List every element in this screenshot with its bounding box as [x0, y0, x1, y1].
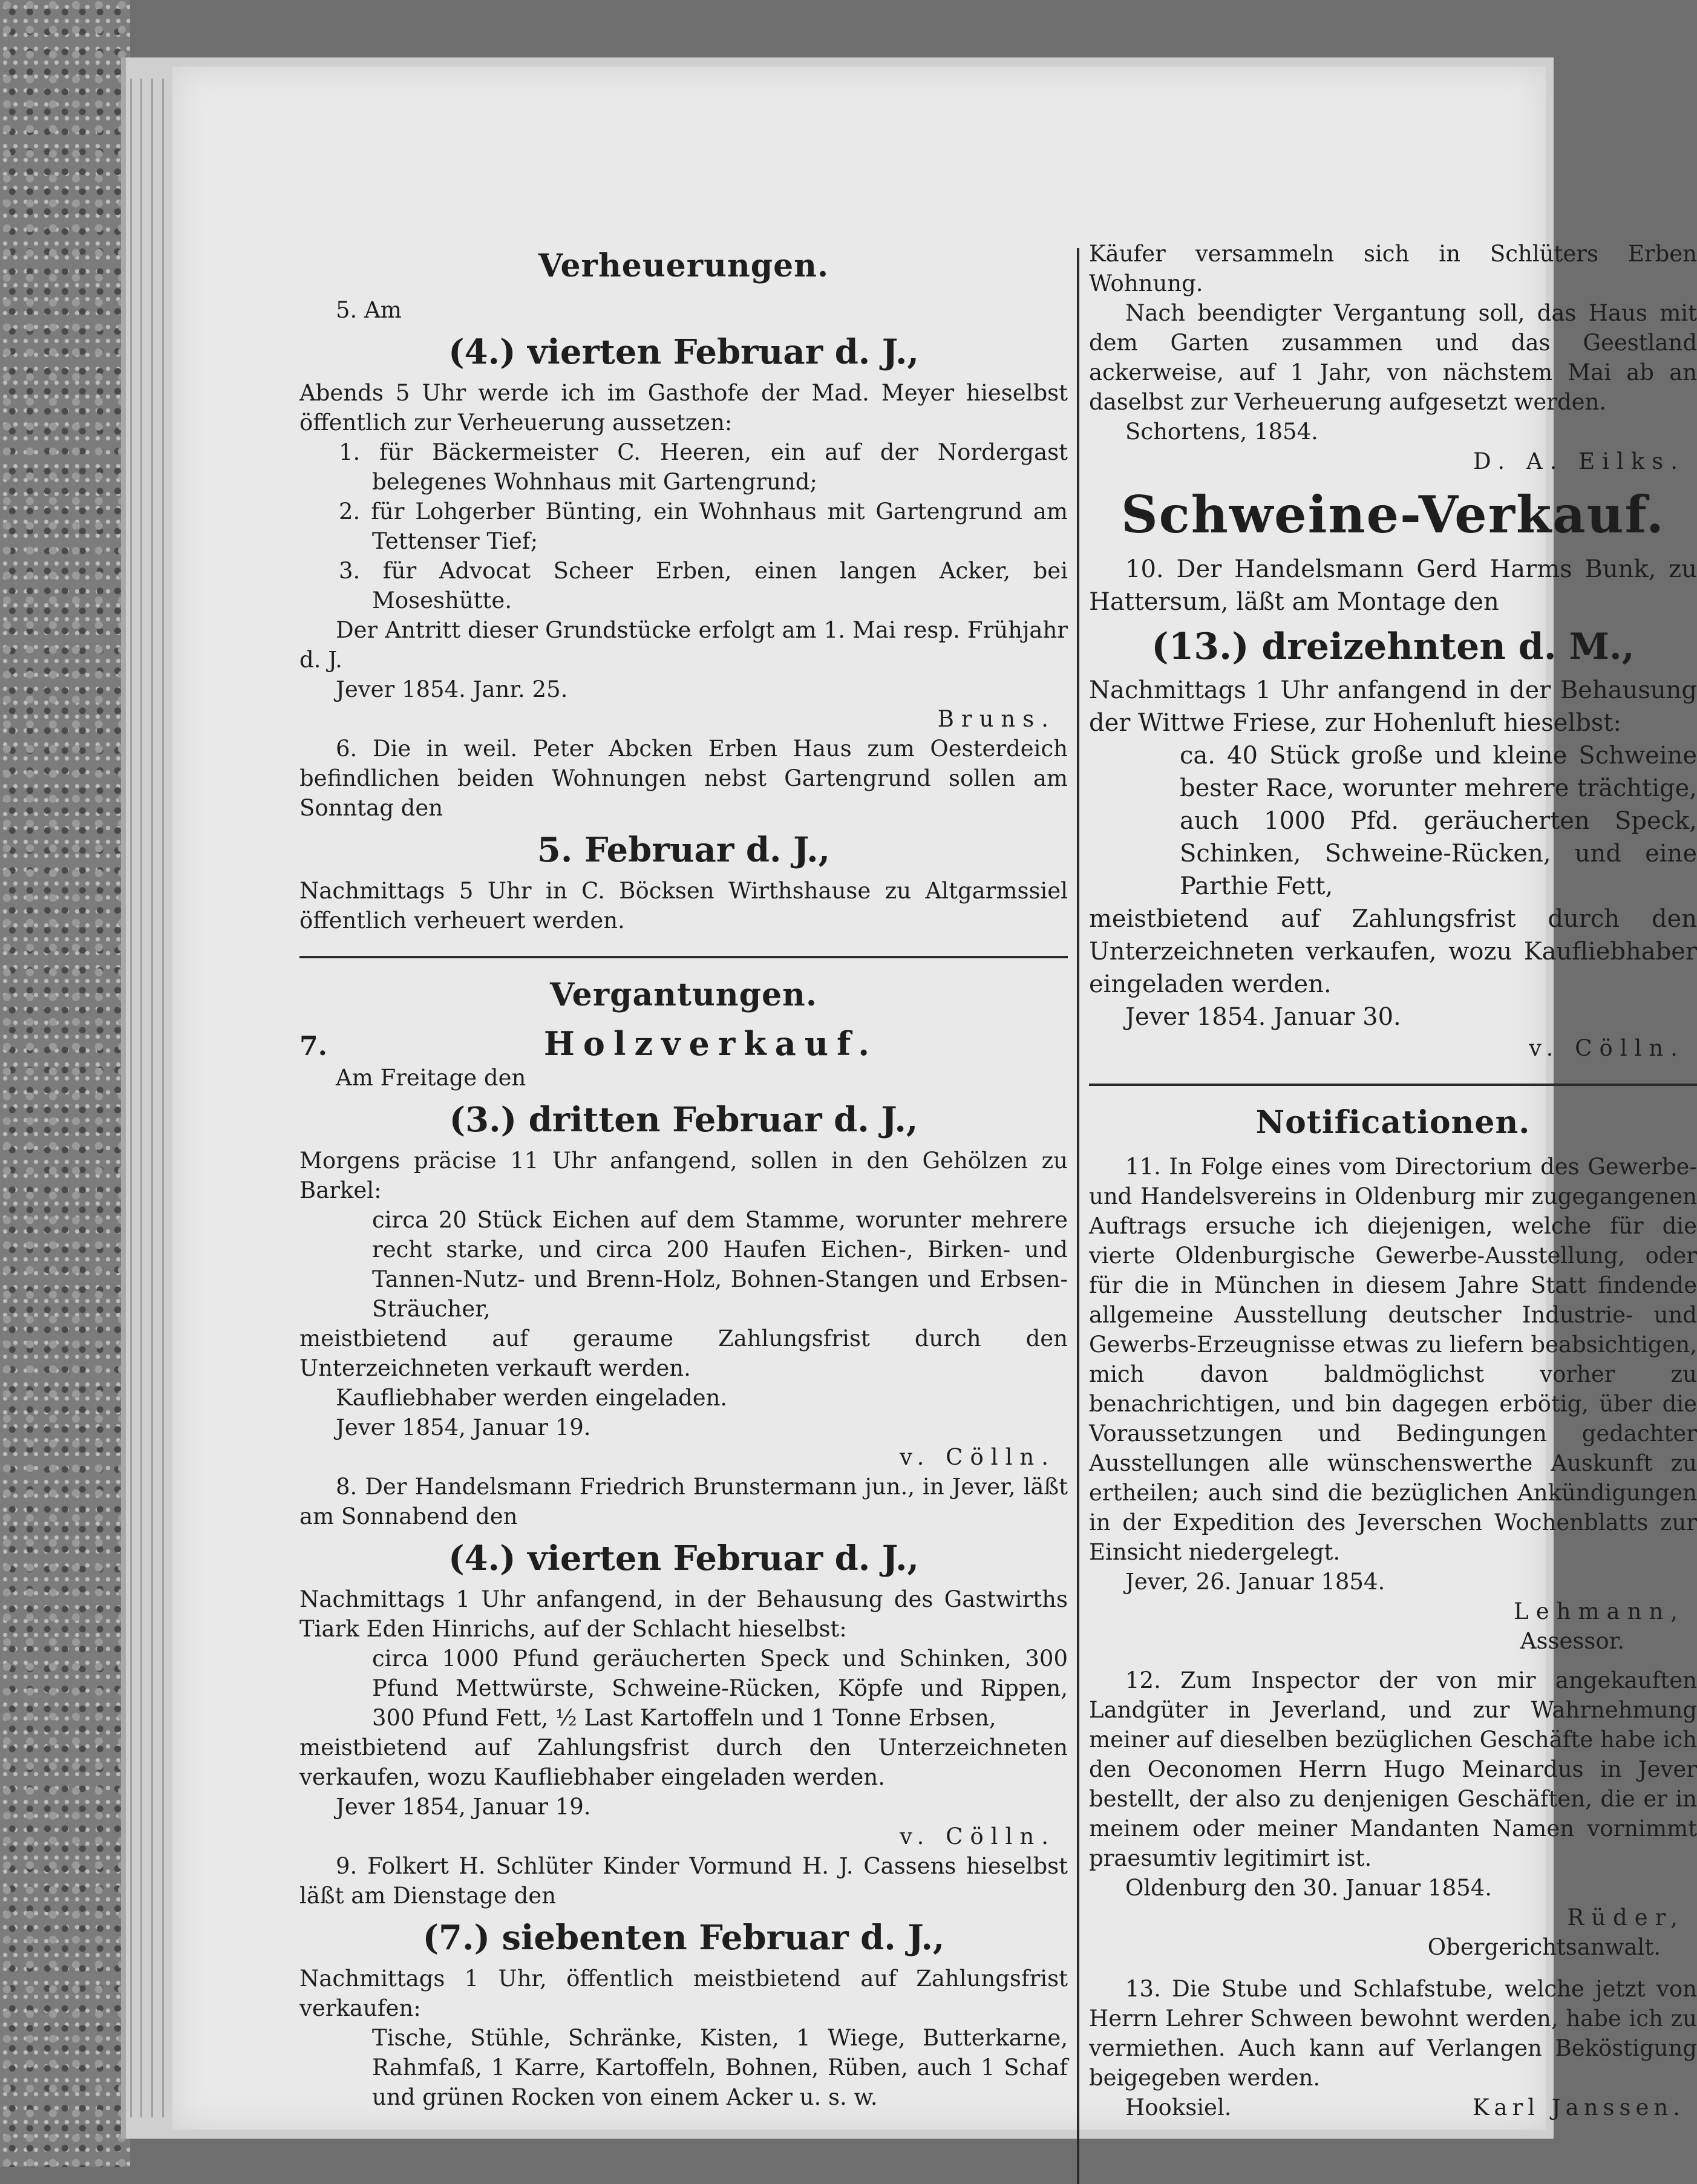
notice-7-signature: v. Cölln.	[900, 1444, 1056, 1470]
notice-10-list: ca. 40 Stück große und kleine Schweine bester Race, worunter mehrere trächtige, auch 1000 Pfd. geräucherten Speck, Schinken, Schweine-Rücken, und eine Parthie Fett,	[1180, 742, 1697, 900]
notice-8-list: circa 1000 Pfund geräucherten Speck und Schinken, 300 Pfund Mettwürste, Schweine-Rücken, Köpfe und Rippen, 300 Pfund Fett, ½ Last Kartoffeln und 1 Tonne Erbsen,	[372, 1646, 1068, 1731]
notice-11-signature: Lehmann,	[1514, 1598, 1685, 1624]
notice-10-date: (13.) dreizehnten d. M.,	[1151, 626, 1635, 668]
notice-7-heading-row	[299, 1024, 1068, 1063]
notice-8-place-date: Jever 1854, Januar 19.	[336, 1794, 591, 1820]
notice-7-heading: Holzverkauf.	[543, 1024, 878, 1063]
notice-9-text: 9. Folkert H. Schlüter Kinder Vormund H. J. Cassens hieselbst läßt am Dienstage den	[299, 1853, 1068, 1909]
notice-8-text2: Nachmittags 1 Uhr anfangend, in der Behausung des Gastwirths Tiark Eden Hinrichs, auf der Schlacht hieselbst:	[299, 1586, 1068, 1642]
right-column	[1089, 239, 1697, 2122]
notice-7-text2: meistbietend auf geraume Zahlungsfrist durch den Unterzeichneten verkauft werden.	[299, 1326, 1068, 1381]
newspaper-page	[172, 67, 1697, 2130]
notice-5-signature: Bruns.	[937, 706, 1056, 732]
notice-11-signature-title: Assessor.	[1520, 1628, 1624, 1654]
notice-5-text: Abends 5 Uhr werde ich im Gasthofe der Mad. Meyer hieselbst öffentlich zur Verheuerung aussetzen:	[299, 380, 1068, 436]
continued-signature: D. A. Eilks.	[1473, 448, 1685, 474]
notice-10-place-date: Jever 1854. Januar 30.	[1125, 1003, 1401, 1031]
notice-12-signature-title: Obergerichtsanwalt.	[1427, 1934, 1661, 1960]
notice-9-list: Tische, Stühle, Schränke, Kisten, 1 Wiege, Butterkarne, Rahmfaß, 1 Karre, Kartoffeln, Bohnen, Rüben, auch 1 Schaf und grünen Rocken von einem Acker u. s. w.	[372, 2025, 1068, 2110]
notice-12-place-date: Oldenburg den 30. Januar 1854.	[1125, 1875, 1492, 1901]
continued-text2: Nach beendigter Vergantung soll, das Haus mit dem Garten zusammen und das Geestland ackerweise, auf 1 Jahr, von nächstem Mai ab an daselbst zur Verheuerung aufgesetzt werden.	[1089, 300, 1697, 415]
notice-5-intro: 5. Am	[336, 297, 402, 323]
notice-11-text: 11. In Folge eines vom Directorium des Gewerbe- und Handelsvereins in Oldenburg mir zugegangenen Auftrags ersuche ich diejenigen, welche für die vierte Oldenburgische Gewerbe-Ausstellung, oder für die in München in diesem Jahre Statt findende allgemeine Ausstellung deutscher Industrie- und Gewerbs-Erzeugnisse etwas zu liefern beabsichtigen, mich davon baldmöglichst vorher zu benachrichtigen, und bin dagegen erbötig, über die Voraussetzungen und Bedingungen gedachter Ausstellungen alle wünschenswerthe Auskunft zu ertheilen; auch sind die bezüglichen Ankündigungen in der Expedition des Jeverschen Wochenblatts zur Einsicht niedergelegt.	[1089, 1154, 1697, 1565]
notice-7-kaufliebhaber: Kaufliebhaber werden eingeladen.	[336, 1385, 728, 1411]
section-rule	[299, 956, 1068, 958]
notice-7-place-date: Jever 1854, Januar 19.	[336, 1414, 591, 1440]
notice-8-text3: meistbietend auf Zahlungsfrist durch den Unterzeichneten verkaufen, wozu Kaufliebhaber eingeladen werden.	[299, 1734, 1068, 1790]
notice-6-date: 5. Februar d. J.,	[537, 830, 831, 870]
notice-13-place: Hooksiel.	[1125, 2094, 1232, 2120]
notice-6-text: 6. Die in weil. Peter Abcken Erben Haus zum Oesterdeich befindlichen beiden Wohnungen nebst Gartengrund sollen am Sonntag den	[299, 736, 1068, 821]
notice-7-text: Morgens präcise 11 Uhr anfangend, sollen in den Gehölzen zu Barkel:	[299, 1148, 1068, 1203]
notice-10-text2: Nachmittags 1 Uhr anfangend in der Behausung der Wittwe Friese, zur Hohenluft hieselbst:	[1089, 676, 1697, 737]
notice-8-date: (4.) vierten Februar d. J.,	[448, 1538, 919, 1578]
notice-7-intro: Am Freitage den	[336, 1065, 526, 1091]
notice-8-text: 8. Der Handelsmann Friedrich Brunstermann jun., in Jever, läßt am Sonnabend den	[299, 1474, 1068, 1529]
section-title-verheuerungen: Verheuerungen.	[538, 247, 829, 284]
notice-7-date: (3.) dritten Februar d. J.,	[449, 1100, 918, 1140]
notice-5-place-date: Jever 1854. Janr. 25.	[336, 676, 568, 702]
notice-7-number: 7.	[299, 1031, 327, 1062]
left-column	[299, 239, 1068, 2112]
notice-13-signature: Karl Janssen.	[1472, 2094, 1685, 2120]
notice-5-item: 1. für Bäckermeister C. Heeren, ein auf der Nordergast belegenes Wohnhaus mit Gartengrund;	[339, 439, 1068, 495]
notice-6-text2: Nachmittags 5 Uhr in C. Böcksen Wirthshause zu Altgarmssiel öffentlich verheuert werden.	[299, 878, 1068, 933]
section-rule	[1089, 1084, 1697, 1086]
column-divider	[1077, 248, 1079, 2184]
notice-12-text: 12. Zum Inspector der von mir angekauften Landgüter in Jeverland, und zur Wahrnehmung meiner auf dieselben bezüglichen Geschäfte habe ich den Oeconomen Herrn Hugo Meinardus in Jever bestellt, der also zu denjenigen Geschäften, die er in meinem oder meiner Mandanten Namen vornimmt praesumtiv legitimirt ist.	[1089, 1667, 1697, 1871]
notice-5-item: 3. für Advocat Scheer Erben, einen langen Acker, bei Moseshütte.	[339, 558, 1068, 613]
marbled-book-cover	[0, 0, 130, 2167]
notice-9-text2: Nachmittags 1 Uhr, öffentlich meistbietend auf Zahlungsfrist verkaufen:	[299, 1966, 1068, 2021]
notice-11-place-date: Jever, 26. Januar 1854.	[1125, 1569, 1385, 1595]
page-edge	[151, 79, 153, 2117]
notice-13-footer	[1089, 2093, 1697, 2122]
notice-12-signature: Rüder,	[1567, 1904, 1685, 1931]
notice-10-text3: meistbietend auf Zahlungsfrist durch den Unterzeichneten verkaufen, wozu Kaufliebhaber eingeladen werden.	[1089, 905, 1697, 998]
notice-7-list: circa 20 Stück Eichen auf dem Stamme, worunter mehrere recht starke, und circa 200 Haufen Eichen-, Birken- und Tannen-Nutz- und Brenn-Holz, Bohnen-Stangen und Erbsen-Sträucher,	[372, 1207, 1068, 1322]
section-title-notificationen: Notificationen.	[1255, 1104, 1531, 1141]
notice-8-signature: v. Cölln.	[900, 1823, 1056, 1849]
notice-5-date: (4.) vierten Februar d. J.,	[448, 332, 919, 372]
page-edge	[130, 79, 132, 2117]
page-edge	[140, 79, 142, 2117]
section-title-vergantungen: Vergantungen.	[550, 976, 817, 1013]
notice-10-signature: v. Cölln.	[1529, 1035, 1685, 1061]
notice-13-text: 13. Die Stube und Schlafstube, welche jetzt von Herrn Lehrer Schween bewohnt werden, habe ich zu vermiethen. Auch kann auf Verlangen Beköstigung beigegeben werden.	[1089, 1976, 1697, 2091]
notice-5-item: 2. für Lohgerber Bünting, ein Wohnhaus mit Gartengrund am Tettenser Tief;	[339, 499, 1068, 554]
schweine-verkauf-heading: Schweine-Verkauf.	[1120, 485, 1666, 544]
notice-9-date: (7.) siebenten Februar d. J.,	[422, 1918, 945, 1958]
notice-5-antritt: Der Antritt dieser Grundstücke erfolgt am 1. Mai resp. Frühjahr d. J.	[299, 617, 1068, 673]
continued-place-date: Schortens, 1854.	[1125, 419, 1318, 445]
page-edge	[162, 79, 164, 2117]
continued-text: Käufer versammeln sich in Schlüters Erben Wohnung.	[1089, 241, 1697, 296]
notice-10-text: 10. Der Handelsmann Gerd Harms Bunk, zu Hattersum, läßt am Montage den	[1089, 555, 1697, 616]
